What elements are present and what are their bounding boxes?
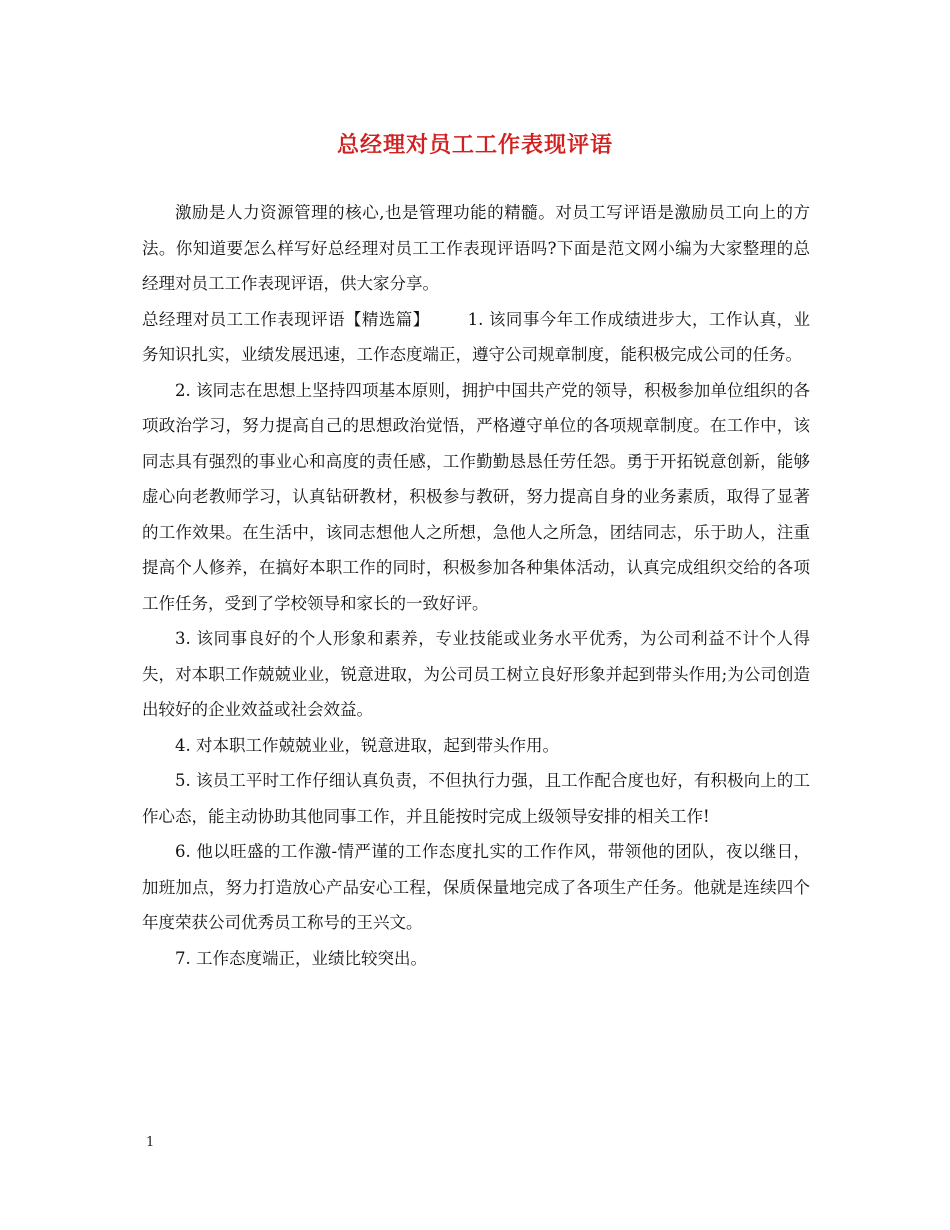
item-paragraph-7: 7. 工作态度端正，业绩比较突出。 (175, 948, 427, 968)
item-paragraph-4: 4. 对本职工作兢兢业业，锐意进取，起到带头作用。 (175, 735, 559, 755)
page-number: 1 (146, 1135, 155, 1150)
first-item-paragraph (142, 302, 810, 373)
document-body (142, 195, 810, 976)
item-paragraph-5: 5. 该员工平时工作仔细认真负责，不但执行力强，且工作配合度也好，有积极向上的工作心态，能主动协助其他同事工作，并且能按时完成上级领导安排的相关工作! (142, 771, 810, 826)
item-paragraph-6: 6. 他以旺盛的工作激-情严谨的工作态度扎实的工作作风，带领他的团队，夜以继日，加班加点，努力打造放心产品安心工程，保质保量地完成了各项生产任务。他就是连续四个年度荣获公司优秀员工称号的王兴文。 (142, 842, 810, 932)
intro-paragraph: 激励是人力资源管理的核心,也是管理功能的精髓。对员工写评语是激励员工向上的方法。你知道要怎么样写好总经理对员工工作表现评语吗?下面是范文网小编为大家整理的总经理对员工工作表现评语，供大家分享。 (142, 203, 810, 293)
section-title: 总经理对员工工作表现评语【精选篇】 (142, 309, 430, 329)
item-1-text: 1. 该同事今年工作成绩进步大，工作认真，业务知识扎实，业绩发展迅速，工作态度端正，遵守公司规章制度，能积极完成公司的任务。 (142, 309, 810, 364)
item-paragraph-2: 2. 该同志在思想上坚持四项基本原则，拥护中国共产党的领导，积极参加单位组织的各项政治学习，努力提高自己的思想政治觉悟，严格遵守单位的各项规章制度。在工作中，该同志具有强烈的事业心和高度的责任感，工作勤勤恳恳任劳任怨。勇于开拓锐意创新，能够虚心向老教师学习，认真钻研教材，积极参与教研，努力提高自身的业务素质，取得了显著的工作效果。在生活中，该同志想他人之所想，急他人之所急，团结同志，乐于助人，注重提高个人修养，在搞好本职工作的同时，积极参加各种集体活动，认真完成组织交给的各项工作任务，受到了学校领导和家长的一致好评。 (142, 380, 810, 613)
item-paragraph-3: 3. 该同事良好的个人形象和素养，专业技能或业务水平优秀，为公司利益不计个人得失，对本职工作兢兢业业，锐意进取，为公司员工树立良好形象并起到带头作用;为公司创造出较好的企业效益或社会效益。 (142, 629, 810, 719)
document-title: 总经理对员工工作表现评语 (336, 133, 613, 158)
